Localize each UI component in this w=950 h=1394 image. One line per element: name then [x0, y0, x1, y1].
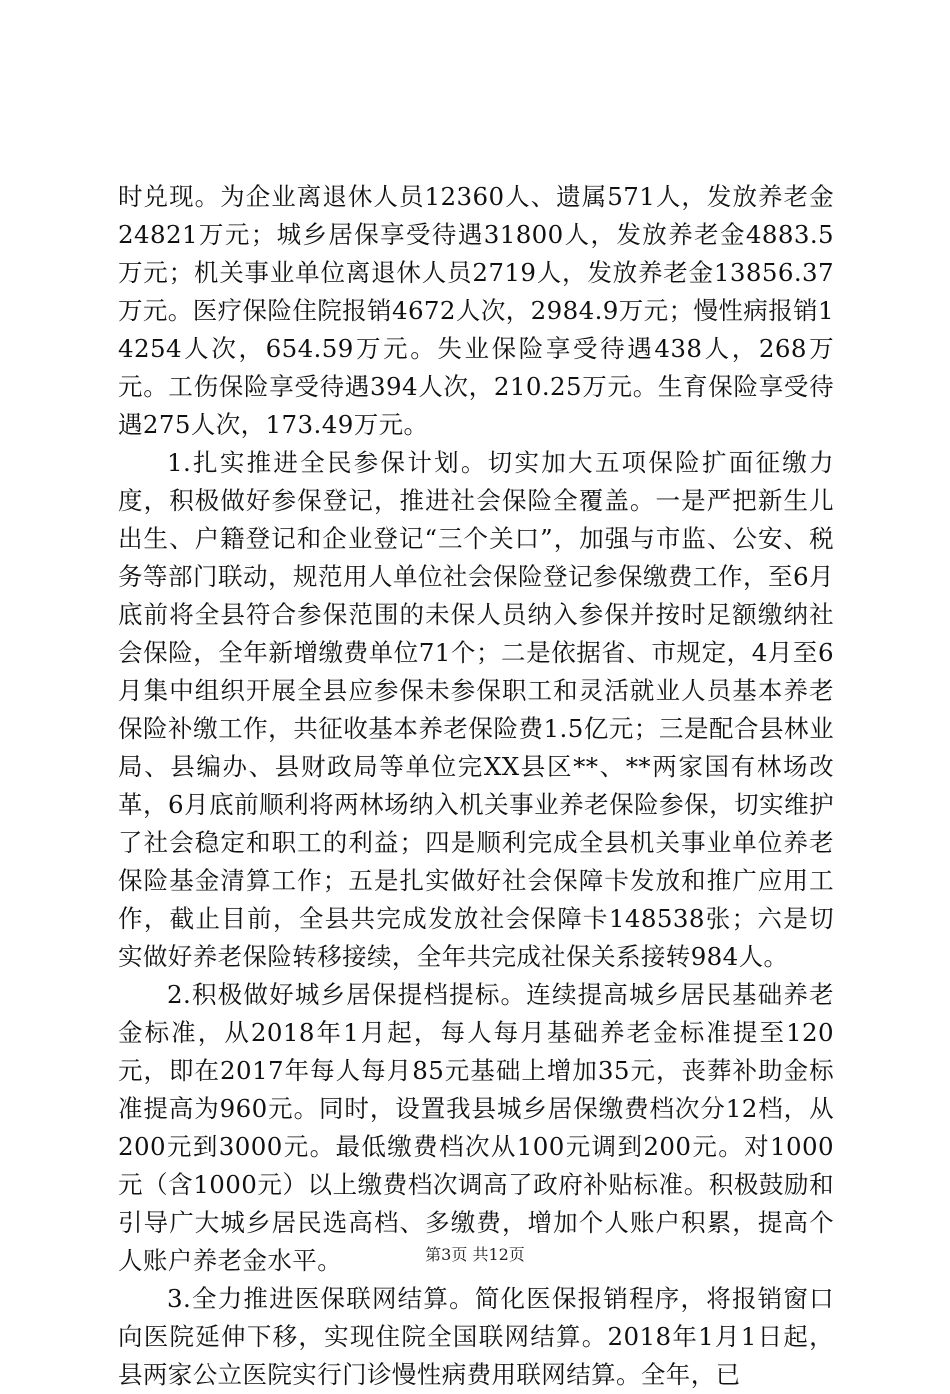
paragraph-2: 1.扎实推进全民参保计划。切实加大五项保险扩面征缴力度，积极做好参保登记，推进社会保险全覆盖。一是严把新生儿出生、户籍登记和企业登记“三个关口”，加强与市监、公安、税务等部门联动，规范用人单位社会保险登记参保缴费工作，至6月底前将全县符合参保范围的未保人员纳入参保并按时足额缴纳社会保险，全年新增缴费单位71个；二是依据省、市规定，4月至6月集中组织开展全县应参保未参保职工和灵活就业人员基本养老保险补缴工作，共征收基本养老保险费1.5亿元；三是配合县林业局、县编办、县财政局等单位完XX县区**、**两家国有林场改革，6月底前顺利将两林场纳入机关事业养老保险参保，切实维护了社会稳定和职工的利益；四是顺利完成全县机关事业单位养老保险基金清算工作；五是扎实做好社会保障卡发放和推广应用工作，截止目前，全县共完成发放社会保障卡148538张；六是切实做好养老保险转移接续，全年共完成社保关系接转984人。	[118, 448, 834, 971]
paragraph-1: 时兑现。为企业离退休人员12360人、遗属571人，发放养老金24821万元；城乡居保享受待遇31800人，发放养老金4883.5万元；机关事业单位离退休人员2719人，发放养老金13856.37万元。医疗保险住院报销4672人次，2984.9万元；慢性病报销14254人次，654.59万元。失业保险享受待遇438人，268万元。工伤保险享受待遇394人次，210.25万元。生育保险享受待遇275人次，173.49万元。	[118, 182, 834, 439]
paragraph-4: 3.全力推进医保联网结算。简化医保报销程序，将报销窗口向医院延伸下移，实现住院全国联网结算。2018年1月1日起，县两家公立医院实行门诊慢性病费用联网结算。全年，已	[118, 1284, 834, 1389]
page-footer: 第3页 共12页	[425, 1245, 525, 1264]
paragraph-3: 2.积极做好城乡居保提档提标。连续提高城乡居民基础养老金标准，从2018年1月起，每人每月基础养老金标准提至120元，即在2017年每人每月85元基础上增加35元，丧葬补助金标准提高为960元。同时，设置我县城乡居保缴费档次分12档，从200元到3000元。最低缴费档次从100元调到200元。对1000元（含1000元）以上缴费档次调高了政府补贴标准。积极鼓励和引导广大城乡居民选高档、多缴费，增加个人账户积累，提高个人账户养老金水平。	[118, 980, 834, 1275]
document-body	[118, 178, 834, 1394]
